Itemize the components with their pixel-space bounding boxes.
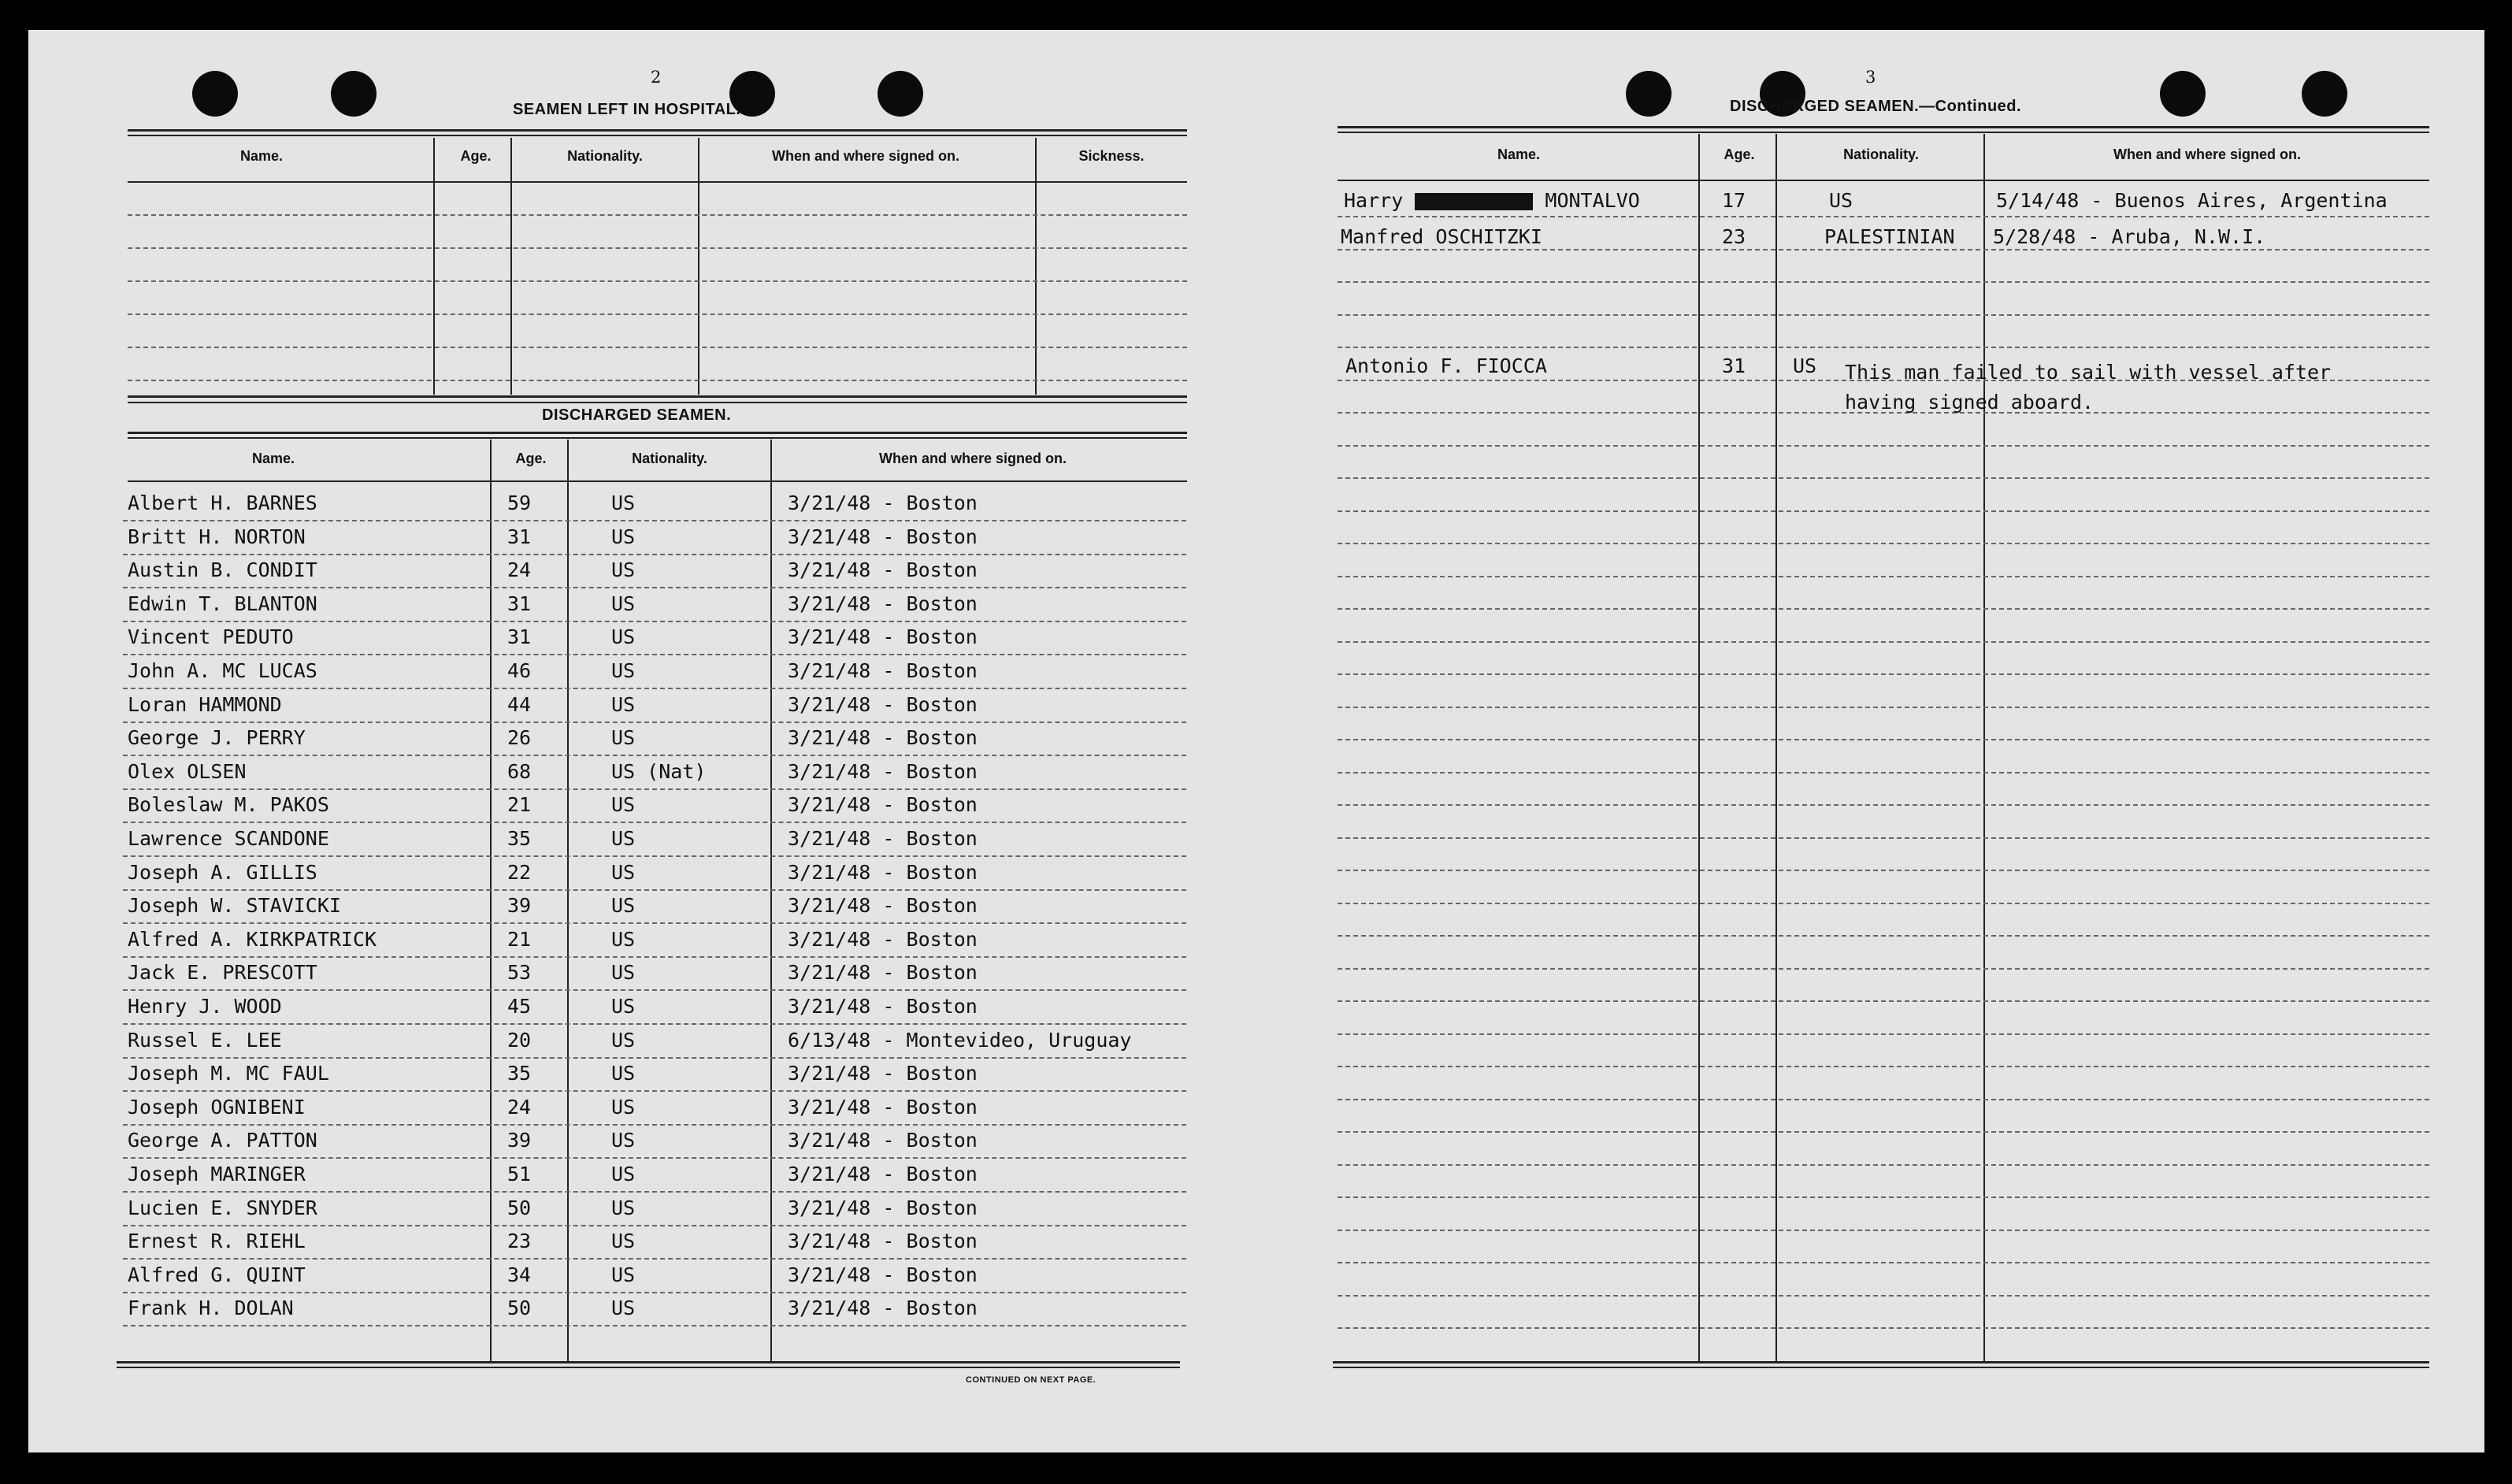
ruled-line	[123, 621, 1186, 622]
seaman-signed-on: 5/28/48 - Aruba, N.W.I.	[1993, 225, 2266, 248]
page-number: 2	[651, 68, 662, 87]
table-row	[28, 1297, 1194, 1330]
column-header-signed-on: When and where signed on.	[771, 148, 960, 164]
seaman-age: 24	[507, 1096, 532, 1119]
ruled-line	[123, 889, 1186, 891]
seaman-name	[1344, 189, 1640, 212]
seaman-age: 31	[507, 625, 532, 648]
table-rule	[117, 1367, 1180, 1368]
table-rule	[128, 181, 1187, 183]
ruled-line	[1338, 608, 2429, 610]
table-rule	[1338, 180, 2429, 181]
ruled-line	[123, 1191, 1186, 1193]
seaman-nationality: US	[611, 1062, 636, 1085]
seaman-nationality: US	[611, 1297, 636, 1319]
column-header-name: Name.	[1497, 147, 1541, 162]
seaman-age: 22	[507, 861, 532, 884]
ruled-line	[128, 313, 1187, 315]
table-row	[28, 1230, 1194, 1263]
ruled-line	[123, 855, 1186, 857]
seaman-signed-on: 3/21/48 - Boston	[788, 525, 978, 548]
seaman-age: 23	[507, 1230, 532, 1252]
seaman-nationality: US	[611, 928, 636, 951]
table-rule	[1333, 1367, 2429, 1368]
seaman-age: 44	[507, 693, 532, 716]
ruled-line	[123, 989, 1186, 991]
seaman-signed-on: 3/21/48 - Boston	[788, 693, 978, 716]
seaman-name: Austin B. CONDIT	[128, 558, 317, 581]
column-divider	[1698, 134, 1700, 1361]
table-rule	[128, 129, 1187, 132]
column-header-nationality: Nationality.	[1843, 147, 1919, 162]
column-header-name: Name.	[239, 148, 284, 164]
seaman-name: Joseph OGNIBENI	[128, 1096, 306, 1119]
seaman-nationality: US	[611, 995, 636, 1018]
ruled-line	[1338, 804, 2429, 806]
table-row	[28, 1029, 1194, 1062]
punch-hole	[331, 71, 377, 117]
ruled-line	[123, 520, 1186, 521]
seaman-age: 45	[507, 995, 532, 1018]
ruled-line	[123, 956, 1186, 958]
seaman-name: Joseph M. MC FAUL	[128, 1062, 329, 1085]
ruled-line	[1338, 347, 2429, 348]
continued-footnote: CONTINUED ON NEXT PAGE.	[966, 1375, 1096, 1385]
seaman-nationality: US	[611, 558, 636, 581]
ruled-line	[1338, 1295, 2429, 1297]
table-row	[28, 558, 1194, 592]
punch-hole	[878, 71, 923, 117]
left-page	[28, 30, 1226, 1452]
seaman-signed-on: 3/21/48 - Boston	[788, 793, 978, 816]
table-row	[28, 1129, 1194, 1162]
seaman-nationality: US	[611, 1196, 636, 1219]
ruled-line	[1338, 903, 2429, 904]
seaman-age: 24	[507, 558, 532, 581]
ruled-line	[128, 380, 1187, 381]
ruled-line	[123, 722, 1186, 723]
seaman-nationality: US	[611, 525, 636, 548]
seaman-nationality: US	[611, 1029, 636, 1052]
seaman-age: 50	[507, 1297, 532, 1319]
seaman-signed-on: 3/21/48 - Boston	[788, 558, 978, 581]
failed-to-sail-note	[1845, 358, 2331, 417]
table-row	[28, 1263, 1194, 1297]
table-row	[1304, 189, 2470, 222]
seaman-signed-on: 3/21/48 - Boston	[788, 592, 978, 615]
seaman-signed-on: 3/21/48 - Boston	[788, 1096, 978, 1119]
seaman-name: Lucien E. SNYDER	[128, 1196, 317, 1219]
seaman-signed-on: 3/21/48 - Boston	[788, 928, 978, 951]
seaman-signed-on: 3/21/48 - Boston	[788, 1163, 978, 1185]
table-row	[28, 659, 1194, 692]
table-rule	[128, 402, 1187, 403]
seaman-name: Alfred G. QUINT	[128, 1263, 306, 1286]
seaman-signed-on: 3/21/48 - Boston	[788, 1230, 978, 1252]
column-header-nationality: Nationality.	[632, 451, 707, 466]
seaman-signed-on: 3/21/48 - Boston	[788, 625, 978, 648]
punch-hole	[2160, 71, 2206, 117]
table-row	[28, 492, 1194, 525]
seaman-signed-on: 3/21/48 - Boston	[788, 1062, 978, 1085]
column-header-age: Age.	[515, 451, 547, 466]
seaman-signed-on: 6/13/48 - Montevideo, Uruguay	[788, 1029, 1132, 1052]
column-header-signed-on: When and where signed on.	[2113, 147, 2302, 162]
ruled-line	[128, 280, 1187, 282]
ruled-line	[1338, 281, 2429, 283]
ruled-line	[1338, 673, 2429, 675]
table-rule	[128, 395, 1187, 398]
seaman-name: Loran HAMMOND	[128, 693, 282, 716]
column-header-sickness: Sickness.	[1078, 148, 1145, 164]
ruled-line	[1338, 510, 2429, 512]
table-row	[28, 1062, 1194, 1095]
seaman-age: 26	[507, 726, 532, 749]
seaman-first-name: Harry	[1344, 189, 1404, 212]
seaman-age: 21	[507, 928, 532, 951]
seaman-nationality: US	[611, 1163, 636, 1185]
ruled-line	[128, 214, 1187, 216]
seaman-nationality: US	[611, 1263, 636, 1286]
continued-section-title: DISCHARGED SEAMEN.—Continued.	[1730, 98, 2022, 115]
table-rule	[128, 135, 1187, 136]
seaman-age: 39	[507, 1129, 532, 1152]
seaman-name: Alfred A. KIRKPATRICK	[128, 928, 377, 951]
table-rule	[1338, 126, 2429, 128]
seaman-signed-on: 3/21/48 - Boston	[788, 1129, 978, 1152]
note-line: This man failed to sail with vessel after	[1845, 361, 2332, 384]
seaman-age: 46	[507, 659, 532, 682]
seaman-signed-on: 3/21/48 - Boston	[788, 760, 978, 783]
ruled-line	[1338, 968, 2429, 970]
ruled-line	[123, 654, 1186, 655]
seaman-nationality: PALESTINIAN	[1824, 225, 1955, 248]
table-row	[28, 995, 1194, 1028]
seaman-name: Olex OLSEN	[128, 760, 247, 783]
seaman-name: Edwin T. BLANTON	[128, 592, 317, 615]
ruled-line	[1338, 641, 2429, 643]
table-rule	[128, 432, 1187, 434]
ruled-line	[1338, 1262, 2429, 1263]
table-row	[28, 928, 1194, 961]
ruled-line	[1338, 1327, 2429, 1329]
seaman-last-name: MONTALVO	[1545, 189, 1640, 212]
ruled-line	[123, 1090, 1186, 1092]
seaman-name: Boleslaw M. PAKOS	[128, 793, 329, 816]
redaction-bar	[1415, 193, 1533, 210]
seaman-age: 50	[507, 1196, 532, 1219]
ruled-line	[123, 1325, 1186, 1326]
seaman-signed-on: 3/21/48 - Boston	[788, 659, 978, 682]
ruled-line	[1338, 477, 2429, 479]
ruled-line	[1338, 1196, 2429, 1198]
seaman-name: Manfred OSCHITZKI	[1341, 225, 1542, 248]
ruled-line	[123, 1023, 1186, 1025]
ruled-line	[128, 247, 1187, 249]
seaman-nationality: US	[611, 726, 636, 749]
seaman-nationality: US	[611, 693, 636, 716]
seaman-signed-on: 3/21/48 - Boston	[788, 726, 978, 749]
table-rule	[128, 437, 1187, 439]
table-row	[28, 693, 1194, 726]
punch-hole	[2302, 71, 2347, 117]
table-row	[28, 861, 1194, 894]
ruled-line	[123, 755, 1186, 756]
ruled-line	[1338, 935, 2429, 937]
seaman-name: Ernest R. RIEHL	[128, 1230, 306, 1252]
seaman-name: Joseph MARINGER	[128, 1163, 306, 1185]
ruled-line	[123, 587, 1186, 588]
ruled-line	[1338, 707, 2429, 708]
seaman-name: Britt H. NORTON	[128, 525, 306, 548]
seaman-nationality: US	[611, 625, 636, 648]
seaman-age: 31	[507, 592, 532, 615]
seaman-signed-on: 3/21/48 - Boston	[788, 894, 978, 917]
seaman-signed-on: 3/21/48 - Boston	[788, 492, 978, 514]
seaman-name: Antonio F. FIOCCA	[1345, 354, 1547, 377]
seaman-age: 51	[507, 1163, 532, 1185]
seaman-name: Albert H. BARNES	[128, 492, 317, 514]
seaman-age: 31	[1722, 354, 1746, 377]
ruled-line	[1338, 445, 2429, 447]
table-row	[28, 625, 1194, 659]
seaman-age: 39	[507, 894, 532, 917]
seaman-nationality: US	[611, 961, 636, 984]
column-divider	[698, 138, 699, 395]
ruled-line	[1338, 314, 2429, 316]
ruled-line	[1338, 772, 2429, 774]
table-row	[28, 961, 1194, 994]
column-divider	[1035, 138, 1037, 395]
column-header-nationality: Nationality.	[567, 148, 643, 164]
ruled-line	[123, 1124, 1186, 1126]
ruled-line	[123, 822, 1186, 823]
table-row	[28, 592, 1194, 625]
seaman-signed-on: 3/21/48 - Boston	[788, 961, 978, 984]
table-rule	[1333, 1361, 2429, 1363]
seaman-signed-on: 3/21/48 - Boston	[788, 1263, 978, 1286]
seaman-nationality: US	[611, 1230, 636, 1252]
seaman-nationality: US	[611, 861, 636, 884]
column-header-age: Age.	[1724, 147, 1755, 162]
seaman-age: 23	[1722, 225, 1746, 248]
seaman-name: George J. PERRY	[128, 726, 306, 749]
ruled-line	[123, 1157, 1186, 1159]
column-header-age: Age.	[460, 148, 492, 164]
seaman-signed-on: 3/21/48 - Boston	[788, 861, 978, 884]
column-divider	[510, 138, 512, 395]
table-row	[1304, 225, 2470, 258]
seaman-signed-on: 5/14/48 - Buenos Aires, Argentina	[1996, 189, 2388, 212]
table-row	[28, 726, 1194, 759]
seaman-age: 34	[507, 1263, 532, 1286]
seaman-name: Jack E. PRESCOTT	[128, 961, 317, 984]
seaman-nationality: US	[611, 827, 636, 850]
seaman-name: Russel E. LEE	[128, 1029, 282, 1052]
ruled-line	[1338, 870, 2429, 871]
ruled-line	[123, 1057, 1186, 1059]
table-row	[28, 827, 1194, 860]
seaman-age: 59	[507, 492, 532, 514]
seaman-signed-on: 3/21/48 - Boston	[788, 1297, 978, 1319]
document-sheet	[28, 30, 2484, 1452]
table-row	[28, 1096, 1194, 1129]
ruled-line	[1338, 1066, 2429, 1067]
seaman-name: George A. PATTON	[128, 1129, 317, 1152]
seaman-name: Lawrence SCANDONE	[128, 827, 329, 850]
note-line: having signed aboard.	[1845, 391, 2095, 414]
seaman-nationality: US	[1829, 189, 1853, 212]
ruled-line	[1338, 576, 2429, 577]
seaman-age: 35	[507, 1062, 532, 1085]
seaman-nationality: US	[611, 1096, 636, 1119]
column-divider	[1775, 134, 1777, 1361]
seaman-nationality: US	[611, 659, 636, 682]
seaman-nationality: US	[611, 894, 636, 917]
ruled-line	[123, 1292, 1186, 1293]
seaman-name: Joseph W. STAVICKI	[128, 894, 341, 917]
seaman-name: Vincent PEDUTO	[128, 625, 294, 648]
ruled-line	[1338, 1000, 2429, 1002]
seaman-signed-on: 3/21/48 - Boston	[788, 1196, 978, 1219]
ruled-line	[1338, 1033, 2429, 1035]
ruled-line	[128, 347, 1187, 348]
seaman-nationality: US (Nat)	[611, 760, 707, 783]
table-rule	[117, 1361, 1180, 1363]
column-header-name: Name.	[251, 451, 295, 466]
seaman-signed-on: 3/21/48 - Boston	[788, 995, 978, 1018]
right-page	[1304, 30, 2484, 1452]
table-row	[28, 1196, 1194, 1230]
ruled-line	[1338, 739, 2429, 740]
column-divider	[433, 138, 435, 395]
table-row	[28, 760, 1194, 793]
seaman-name: Henry J. WOOD	[128, 995, 282, 1018]
table-row	[28, 894, 1194, 927]
seaman-age: 21	[507, 793, 532, 816]
seaman-name: Joseph A. GILLIS	[128, 861, 317, 884]
seaman-age: 53	[507, 961, 532, 984]
table-rule	[1338, 132, 2429, 133]
punch-hole	[1626, 71, 1672, 117]
column-header-signed-on: When and where signed on.	[878, 451, 1067, 466]
column-divider	[1983, 134, 1985, 1361]
seaman-nationality: US	[611, 793, 636, 816]
ruled-line	[1338, 1131, 2429, 1133]
table-row	[28, 525, 1194, 558]
seaman-name: John A. MC LUCAS	[128, 659, 317, 682]
ruled-line	[1338, 837, 2429, 839]
seaman-nationality: US	[611, 1129, 636, 1152]
seaman-nationality: US	[611, 592, 636, 615]
ruled-line	[123, 1225, 1186, 1226]
seaman-nationality: US	[611, 492, 636, 514]
seaman-age: 68	[507, 760, 532, 783]
ruled-line	[123, 554, 1186, 555]
ruled-line	[1338, 1230, 2429, 1231]
table-rule	[128, 480, 1187, 482]
seaman-age: 17	[1722, 189, 1746, 212]
ruled-line	[123, 1258, 1186, 1260]
seaman-age: 20	[507, 1029, 532, 1052]
table-row	[28, 1163, 1194, 1196]
seaman-signed-on: 3/21/48 - Boston	[788, 827, 978, 850]
page-number: 3	[1865, 68, 1876, 87]
ruled-line	[1338, 1164, 2429, 1166]
discharged-section-title: DISCHARGED SEAMEN.	[542, 406, 732, 424]
ruled-line	[123, 788, 1186, 790]
seaman-age: 31	[507, 525, 532, 548]
ruled-line	[123, 688, 1186, 689]
ruled-line	[123, 922, 1186, 924]
seaman-nationality: US	[1793, 354, 1817, 377]
punch-hole	[192, 71, 238, 117]
ruled-line	[1338, 543, 2429, 544]
ruled-line	[1338, 1099, 2429, 1100]
seaman-age: 35	[507, 827, 532, 850]
hospital-section-title: SEAMEN LEFT IN HOSPITAL.	[513, 101, 741, 118]
table-row	[28, 793, 1194, 826]
seaman-name: Frank H. DOLAN	[128, 1297, 294, 1319]
